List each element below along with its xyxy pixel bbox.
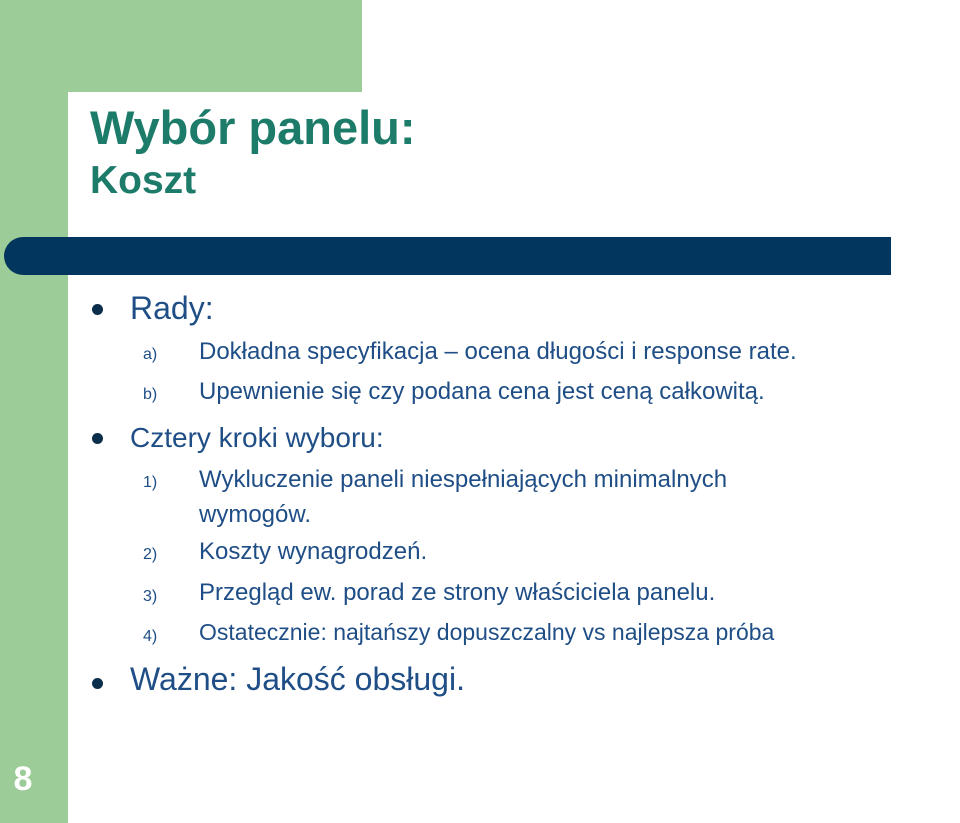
bullet-wazne: Ważne: Jakość obsługi. [130, 661, 465, 697]
bullet-dot [92, 433, 103, 444]
list-item: Upewnienie się czy podana cena jest ceną całkowitą. [199, 378, 765, 405]
bullet-cztery-kroki: Cztery kroki wyboru: [130, 422, 384, 453]
list-marker: 4) [143, 628, 158, 645]
list-marker: a) [143, 346, 158, 363]
list-item: Dokładna specyfikacja – ocena długości i response rate. [199, 338, 797, 365]
list-marker: 1) [143, 474, 158, 491]
list-item: Koszty wynagrodzeń. [199, 538, 428, 565]
title-line-2: Koszt [90, 159, 197, 202]
title-line-1: Wybór panelu: [90, 101, 416, 154]
list-item: Ostatecznie: najtańszy dopuszczalny vs najlepsza próba [199, 619, 775, 645]
bullet-rady: Rady: [130, 290, 214, 326]
bullet-dot [92, 304, 103, 315]
list-item: Przegląd ew. porad ze strony właściciela panelu. [199, 579, 716, 606]
bullet-dot [92, 678, 103, 689]
list-item-continuation: wymogów. [199, 501, 312, 528]
list-marker: b) [143, 386, 158, 403]
slide-number: 8 [13, 760, 33, 798]
list-marker: 2) [143, 546, 158, 563]
list-item: Wykluczenie paneli niespełniających minimalnych [199, 466, 728, 493]
list-marker: 3) [143, 588, 158, 605]
